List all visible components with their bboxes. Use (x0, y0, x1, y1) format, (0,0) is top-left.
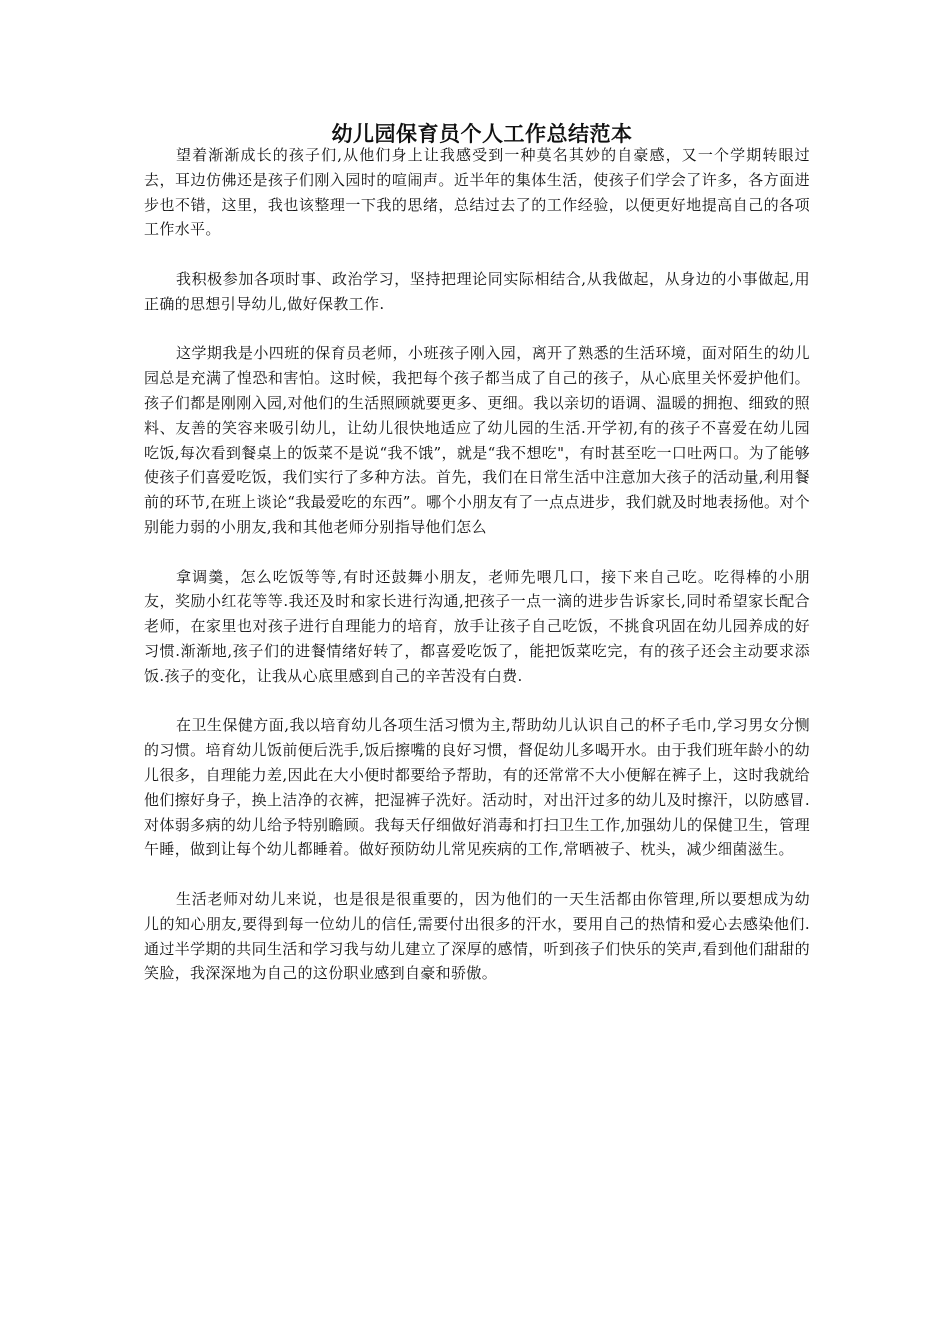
paragraph-conclusion: 生活老师对幼儿来说，也是很是很重要的，因为他们的一天生活都由你管理,所以要想成为幼儿的知心朋友,要得到每一位幼儿的信任,需要付出很多的汗水，要用自己的热情和爱心去感染他们.通过半学期的共同生活和学习我与幼儿建立了深厚的感情，听到孩子们快乐的笑声,看到他们甜甜的笑脸，我深深地为自己的这份职业感到自豪和骄傲。 (144, 889, 810, 983)
paragraph-intro: 望着渐渐成长的孩子们,从他们身上让我感受到一种莫名其妙的自豪感，又一个学期转眼过去，耳边仿佛还是孩子们刚入园时的喧闹声。近半年的集体生活，使孩子们学会了许多，各方面进步也不错，这里，我也该整理一下我的思绪，总结过去了的工作经验，以便更好地提高自己的各项工作水平。 (144, 146, 810, 239)
paragraph-eating-habits: 拿调羹，怎么吃饭等等,有时还鼓舞小朋友，老师先喂几口，接下来自己吃。吃得棒的小朋友，奖励小红花等等.我还及时和家长进行沟通,把孩子一点一滴的进步告诉家长,同时希望家长配合老师，在家里也对孩子进行自理能力的培育，放手让孩子自己吃饭，不挑食巩固在幼儿园养成的好习惯.渐渐地,孩子们的进餐情绪好转了，都喜爱吃饭了，能把饭菜吃完，有的孩子还会主动要求添饭.孩子的变化，让我从心底里感到自己的辛苦没有白费. (144, 567, 810, 685)
paragraph-spacer (144, 862, 810, 887)
paragraph-spacer (144, 540, 810, 565)
document-title: 幼儿园保育员个人工作总结范本 (331, 122, 633, 146)
paragraph-political-study: 我积极参加各项时事、政治学习，坚持把理论同实际相结合,从我做起，从身边的小事做起,用正确的思想引导幼儿,做好保教工作. (144, 269, 810, 313)
paragraph-spacer (144, 689, 810, 714)
document-page (144, 118, 810, 986)
paragraph-hygiene: 在卫生保健方面,我以培育幼儿各项生活习惯为主,帮助幼儿认识自己的杯子毛巾,学习男女分恻的习惯。培育幼儿饭前便后洗手,饭后擦嘴的良好习惯，督促幼儿多喝开水。由于我们班年龄小的幼儿很多，自理能力差,因此在大小便时都要给予帮助，有的还常常不大小便解在裤子上，这时我就给他们擦好身子，换上洁净的衣裤，把湿裤子洗好。活动时，对出汗过多的幼儿及时擦汗，以防感冒.对体弱多病的幼儿给予特别瞻顾。我每天仔细做好消毒和打扫卫生工作,加强幼儿的保健卫生，管理午睡，做到让每个幼儿都睡着。做好预防幼儿常见疾病的工作,常晒被子、枕头，减少细菌滋生。 (144, 716, 810, 859)
paragraph-spacer (144, 242, 810, 267)
paragraph-spacer (144, 317, 810, 342)
paragraph-class-care: 这学期我是小四班的保育员老师，小班孩子刚入园，离开了熟悉的生活环境，面对陌生的幼儿园总是充满了惶恐和害怕。这时候，我把每个孩子都当成了自己的孩子，从心底里关怀爱护他们。孩子们都是刚刚入园,对他们的生活照顾就要更多、更细。我以亲切的语调、温暖的拥抱、细致的照料、友善的笑容来吸引幼儿，让幼儿很快地适应了幼儿园的生活.开学初,有的孩子不喜爱在幼儿园吃饭,每次看到餐桌上的饭菜不是说“我不饿”，就是“我不想吃"，有时甚至吃一口吐两口。为了能够使孩子们喜爱吃饭，我们实行了多种方法。首先，我们在日常生活中注意加大孩子的活动量,利用餐前的环节,在班上谈论“我最爱吃的东西”。哪个小朋友有了一点点进步，我们就及时地表扬他。对个别能力弱的小朋友,我和其他老师分别指导他们怎么 (144, 344, 810, 536)
